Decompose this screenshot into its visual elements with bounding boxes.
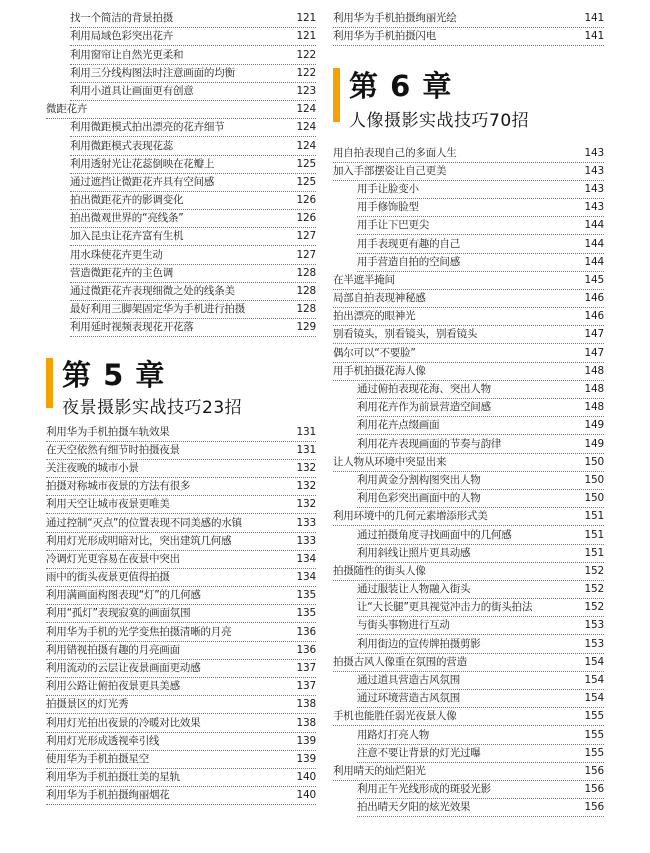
toc-entry[interactable] (333, 308, 604, 326)
toc-entry[interactable] (46, 423, 316, 441)
entry-title: 利用华为手机的光学变焦拍摄清晰的月亮 (46, 625, 232, 638)
toc-subentry[interactable] (70, 119, 316, 137)
toc-entry[interactable] (46, 769, 316, 787)
entry-title: 偶尔可以“不要脸” (333, 346, 416, 359)
toc-subentry[interactable] (357, 581, 604, 599)
entry-title: 利用花卉作为前景营造空间感 (357, 401, 491, 414)
toc-entry[interactable] (46, 496, 316, 514)
entry-page-number: 144 (584, 219, 604, 232)
entry-title: 通过服装让人物融入街头 (357, 583, 471, 596)
toc-subentry[interactable] (357, 726, 604, 744)
entry-title: 利用微距模式拍出漂亮的花卉细节 (70, 121, 225, 134)
entry-page-number: 156 (584, 764, 604, 777)
entry-title: 用手让下巴更尖 (357, 219, 430, 232)
entry-page-number: 143 (584, 201, 604, 214)
toc-entry[interactable] (46, 478, 316, 496)
entry-page-number: 135 (296, 607, 316, 620)
toc-subentry[interactable] (70, 301, 316, 319)
entry-title: 拍摄随性的街头人像 (333, 564, 426, 577)
entry-title: 拍摄古风人像重在氛围的营造 (333, 655, 467, 668)
entry-page-number: 137 (296, 680, 316, 693)
entry-title: 利用灯光形成透视牵引线 (46, 734, 160, 747)
entry-title: 利用华为手机拍摄车轨效果 (46, 425, 170, 438)
entry-page-number: 132 (296, 461, 316, 474)
entry-page-number: 144 (584, 255, 604, 268)
entry-title: 通过拍摄角度寻找画面中的几何感 (357, 528, 512, 541)
toc-subentry[interactable] (70, 228, 316, 246)
toc-subentry[interactable] (357, 799, 604, 817)
entry-page-number: 124 (296, 103, 316, 116)
toc-entry[interactable] (46, 442, 316, 460)
entry-title: 利用晴天的灿烂阳光 (333, 764, 426, 777)
entry-title: 用自拍表现自己的多面人生 (333, 146, 457, 159)
entry-page-number: 123 (296, 84, 316, 97)
entry-page-number: 132 (296, 480, 316, 493)
entry-page-number: 122 (296, 48, 316, 61)
toc-entry[interactable] (333, 344, 604, 362)
entry-page-number: 124 (296, 121, 316, 134)
entry-page-number: 152 (584, 564, 604, 577)
toc-subentry[interactable] (70, 246, 316, 264)
entry-title: 利用正午光线形成的斑驳光影 (357, 783, 491, 796)
entry-page-number: 140 (296, 789, 316, 802)
entry-page-number: 122 (296, 66, 316, 79)
toc-entry[interactable] (333, 454, 604, 472)
entry-title: 找一个简洁的背景拍摄 (70, 12, 173, 25)
entry-title: 拍摄对称城市夜景的方法有很多 (46, 480, 191, 493)
toc-subentry[interactable] (70, 283, 316, 301)
entry-page-number: 128 (296, 303, 316, 316)
toc-subentry[interactable] (357, 417, 604, 435)
entry-title: 利用小道具让画面更有创意 (70, 84, 194, 97)
entry-title: 用手修饰脸型 (357, 201, 419, 214)
entry-title: 利用“孤灯”表现寂寞的画面氛围 (46, 607, 191, 620)
toc-entry[interactable] (46, 551, 316, 569)
toc-entry[interactable] (46, 642, 316, 660)
toc-subentry[interactable] (357, 545, 604, 563)
entry-page-number: 150 (584, 473, 604, 486)
toc-entry[interactable] (46, 733, 316, 751)
entry-page-number: 152 (584, 583, 604, 596)
entry-page-number: 154 (584, 674, 604, 686)
entry-title: 利用微距模式表现花蕊 (70, 139, 173, 152)
entry-page-number: 134 (296, 552, 316, 565)
entry-title: 利用斜线让照片更具动感 (357, 546, 471, 559)
toc-entry[interactable] (333, 708, 604, 726)
toc-subentry[interactable] (357, 490, 604, 508)
entry-title: 用手让脸变小 (357, 182, 419, 195)
entry-title: 利用华为手机拍摄绚丽烟花 (46, 789, 170, 802)
toc-subentry[interactable] (357, 217, 604, 235)
entry-title: 让人物从环境中突显出来 (333, 455, 447, 468)
entry-page-number: 139 (296, 734, 316, 747)
toc-entry[interactable] (333, 363, 604, 381)
entry-page-number: 138 (296, 716, 316, 729)
toc-subentry[interactable] (70, 46, 316, 64)
toc-subentry[interactable] (357, 617, 604, 635)
entry-title: 在半遮半掩间 (333, 273, 395, 286)
entry-title: 注意不要让背景的灯光过曝 (357, 746, 481, 759)
entry-title: 关注夜晚的城市小景 (46, 461, 139, 474)
toc-subentry[interactable] (70, 265, 316, 283)
toc-subentry[interactable] (70, 83, 316, 101)
entry-page-number: 128 (296, 266, 316, 279)
toc-list-right-bottom (333, 144, 604, 817)
entry-title: 利用环境中的几何元素增添形式美 (333, 510, 488, 523)
entry-page-number: 152 (584, 601, 604, 614)
entry-page-number: 126 (296, 212, 316, 225)
entry-title: 利用花卉点缀画面 (357, 419, 440, 432)
toc-subentry[interactable] (70, 10, 316, 28)
toc-subentry[interactable] (357, 435, 604, 453)
entry-page-number: 143 (584, 146, 604, 159)
entry-title: 手机也能胜任弱光夜景人像 (333, 710, 457, 723)
entry-page-number: 132 (296, 498, 316, 511)
toc-subentry[interactable] (357, 635, 604, 653)
entry-title: 别看镜头，别看镜头，别看镜头 (333, 328, 478, 341)
toc-entry[interactable] (333, 163, 604, 181)
toc-entry[interactable] (46, 533, 316, 551)
entry-page-number: 141 (584, 12, 604, 25)
entry-title: 在天空依然有细节时拍摄夜景 (46, 443, 180, 456)
toc-entry[interactable] (333, 144, 604, 162)
toc-subentry[interactable] (70, 174, 316, 192)
entry-page-number: 138 (296, 698, 316, 711)
entry-page-number: 146 (584, 292, 604, 305)
entry-page-number: 121 (296, 12, 316, 25)
toc-entry[interactable] (333, 28, 604, 46)
entry-title: 通过道具营造古风氛围 (357, 674, 460, 686)
entry-title: 利用透射光让花蕊倒映在花瓣上 (70, 157, 215, 170)
chapter-number: 第 5 章 (62, 358, 166, 393)
chapter-title: 夜景摄影实战技巧23招 (62, 398, 243, 419)
entry-page-number: 150 (584, 455, 604, 468)
entry-page-number: 153 (584, 619, 604, 632)
entry-title: 最好利用三脚架固定华为手机进行拍摄 (70, 303, 246, 316)
entry-page-number: 143 (584, 164, 604, 177)
entry-title: 拍出漂亮的眼神光 (333, 310, 416, 323)
entry-title: 雨中的街头夜景更值得拍摄 (46, 571, 170, 584)
entry-title: 拍出晴天夕阳的炫光效果 (357, 801, 471, 814)
toc-subentry[interactable] (70, 319, 316, 337)
toc-subentry[interactable] (357, 181, 604, 199)
toc-subentry[interactable] (357, 399, 604, 417)
entry-title: 利用错视拍摄有趣的月亮画面 (46, 643, 180, 656)
toc-subentry[interactable] (357, 381, 604, 399)
entry-title: 利用流动的云层让夜景画面更动感 (46, 662, 201, 674)
toc-subentry[interactable] (70, 192, 316, 210)
entry-page-number: 155 (584, 710, 604, 723)
entry-page-number: 147 (584, 328, 604, 341)
chapter-number: 第 6 章 (349, 69, 453, 104)
entry-title: 通过控制“灭点”的位置表现不同美感的水镇 (46, 516, 242, 529)
entry-title: 与街头事物进行互动 (357, 619, 450, 632)
toc-subentry[interactable] (357, 599, 604, 617)
entry-title: 拍摄景区的灯光秀 (46, 698, 129, 711)
toc-entry[interactable] (46, 623, 316, 641)
entry-title: 加入手部摆姿让自己更美 (333, 164, 447, 177)
toc-entry[interactable] (46, 460, 316, 478)
entry-page-number: 131 (296, 425, 316, 438)
entry-title: 局部自拍表现神秘感 (333, 292, 426, 305)
toc-subentry[interactable] (357, 472, 604, 490)
entry-title: 利用局域色彩突出花卉 (70, 30, 173, 43)
toc-entry[interactable] (46, 696, 316, 714)
toc-entry[interactable] (333, 508, 604, 526)
entry-title: 使用华为手机拍摄星空 (46, 752, 149, 765)
toc-subentry[interactable] (357, 235, 604, 253)
entry-title: 利用华为手机拍摄壮美的星轨 (46, 771, 180, 784)
entry-page-number: 154 (584, 692, 604, 705)
entry-title: 用路灯打亮人物 (357, 728, 430, 741)
entry-page-number: 148 (584, 383, 604, 395)
entry-page-number: 156 (584, 801, 604, 814)
entry-page-number: 155 (584, 746, 604, 759)
entry-page-number: 125 (296, 157, 316, 170)
entry-page-number: 128 (296, 285, 316, 297)
toc-entry[interactable] (333, 10, 604, 28)
entry-title: 通过环境营造古风氛围 (357, 692, 460, 705)
entry-title: 利用公路让俯拍夜景更具美感 (46, 680, 180, 693)
toc-entry[interactable] (46, 569, 316, 587)
entry-page-number: 136 (296, 625, 316, 638)
chapter-title: 人像摄影实战技巧70招 (349, 111, 530, 132)
entry-page-number: 135 (296, 589, 316, 602)
entry-page-number: 125 (296, 175, 316, 188)
toc-entry[interactable] (46, 714, 316, 732)
entry-page-number: 146 (584, 310, 604, 323)
toc-entry[interactable] (333, 563, 604, 581)
toc-entry[interactable] (46, 751, 316, 769)
entry-page-number: 147 (584, 346, 604, 359)
entry-title: 利用色彩突出画面中的人物 (357, 492, 481, 505)
entry-page-number: 131 (296, 443, 316, 456)
entry-page-number: 149 (584, 419, 604, 432)
entry-page-number: 127 (296, 230, 316, 243)
entry-page-number: 144 (584, 237, 604, 250)
entry-page-number: 145 (584, 273, 604, 286)
entry-title: 利用三分线构图法时注意画面的均衡 (70, 66, 235, 79)
toc-subentry[interactable] (70, 65, 316, 83)
entry-page-number: 126 (296, 194, 316, 207)
entry-title: 通过俯拍表现花海、突出人物 (357, 383, 491, 395)
entry-title: 通过遮挡让微距花卉具有空间感 (70, 175, 215, 188)
entry-page-number: 154 (584, 655, 604, 668)
entry-title: 利用灯光形成明暗对比，突出建筑几何感 (46, 534, 232, 547)
toc-entry[interactable] (333, 763, 604, 781)
toc-entry[interactable] (46, 678, 316, 696)
toc-entry[interactable] (46, 587, 316, 605)
chapter-accent-bar (333, 68, 340, 122)
toc-entry[interactable] (46, 605, 316, 623)
toc-entry[interactable] (46, 660, 316, 678)
entry-title: 用手机拍摄花海人像 (333, 364, 426, 377)
entry-page-number: 153 (584, 637, 604, 650)
entry-page-number: 139 (296, 752, 316, 765)
entry-page-number: 121 (296, 30, 316, 43)
toc-entry[interactable] (333, 654, 604, 672)
entry-page-number: 141 (584, 30, 604, 43)
toc-subentry[interactable] (357, 745, 604, 763)
entry-title: 利用窗帘让自然光更柔和 (70, 48, 184, 61)
entry-page-number: 148 (584, 401, 604, 414)
toc-entry[interactable] (46, 101, 316, 119)
entry-title: 用水珠使花卉更生动 (70, 248, 163, 261)
toc-subentry[interactable] (357, 781, 604, 799)
entry-title: 利用华为手机拍摄闪电 (333, 30, 436, 43)
entry-title: 让“大长腿”更具视觉冲击力的街头拍法 (357, 601, 533, 614)
entry-page-number: 140 (296, 771, 316, 784)
entry-title: 营造微距花卉的主色调 (70, 266, 173, 279)
entry-page-number: 149 (584, 437, 604, 450)
toc-subentry[interactable] (357, 254, 604, 272)
toc-subentry[interactable] (357, 526, 604, 544)
entry-title: 利用满画面构图表现“灯”的几何感 (46, 589, 201, 602)
entry-title: 加入昆虫让花卉富有生机 (70, 230, 184, 243)
entry-page-number: 134 (296, 571, 316, 584)
entry-title: 通过微距花卉表现细微之处的线条美 (70, 285, 235, 297)
entry-title: 利用灯光拍出夜景的冷暖对比效果 (46, 716, 201, 729)
entry-page-number: 148 (584, 364, 604, 377)
entry-title: 利用华为手机拍摄绚丽光绘 (333, 12, 457, 25)
toc-subentry[interactable] (357, 199, 604, 217)
toc-entry[interactable] (46, 514, 316, 532)
entry-title: 利用天空让城市夜景更唯美 (46, 498, 170, 511)
toc-list-right-top (333, 10, 604, 46)
entry-page-number: 151 (584, 510, 604, 523)
entry-page-number: 155 (584, 728, 604, 741)
toc-right-column (333, 10, 604, 817)
chapter-6-heading (333, 58, 604, 144)
entry-page-number: 133 (296, 516, 316, 529)
entry-page-number: 150 (584, 492, 604, 505)
toc-entry[interactable] (46, 787, 316, 805)
entry-page-number: 143 (584, 182, 604, 195)
toc-subentry[interactable] (70, 28, 316, 46)
entry-title: 利用花卉表现画面的节奏与韵律 (357, 437, 502, 450)
entry-title: 拍出微观世界的“亮线条” (70, 212, 184, 225)
toc-list-left-bottom (46, 423, 316, 805)
entry-title: 用手表现更有趣的自己 (357, 237, 460, 250)
toc-subentry[interactable] (357, 690, 604, 708)
entry-page-number: 137 (296, 662, 316, 674)
entry-page-number: 124 (296, 139, 316, 152)
entry-page-number: 127 (296, 248, 316, 261)
toc-subentry[interactable] (357, 672, 604, 690)
chapter-5-heading (46, 349, 316, 423)
entry-page-number: 133 (296, 534, 316, 547)
toc-subentry[interactable] (70, 137, 316, 155)
entry-title: 微距花卉 (46, 103, 88, 116)
entry-page-number: 136 (296, 643, 316, 656)
entry-title: 利用黄金分割构图突出人物 (357, 473, 481, 486)
entry-page-number: 129 (296, 321, 316, 334)
toc-subentry[interactable] (70, 156, 316, 174)
entry-page-number: 151 (584, 546, 604, 559)
entry-page-number: 151 (584, 528, 604, 541)
entry-title: 利用延时视频表现花开花落 (70, 321, 194, 334)
entry-title: 拍出微距花卉的影调变化 (70, 194, 184, 207)
toc-list-left-top (46, 10, 316, 337)
toc-entry[interactable] (333, 326, 604, 344)
entry-title: 利用街边的宣传牌拍摄剪影 (357, 637, 481, 650)
entry-title: 冷调灯光更容易在夜景中突出 (46, 552, 180, 565)
toc-entry[interactable] (333, 272, 604, 290)
entry-title: 用手营造自拍的空间感 (357, 255, 460, 268)
toc-entry[interactable] (333, 290, 604, 308)
toc-left-column (46, 10, 316, 805)
toc-subentry[interactable] (70, 210, 316, 228)
chapter-accent-bar (46, 358, 53, 408)
entry-page-number: 156 (584, 783, 604, 796)
